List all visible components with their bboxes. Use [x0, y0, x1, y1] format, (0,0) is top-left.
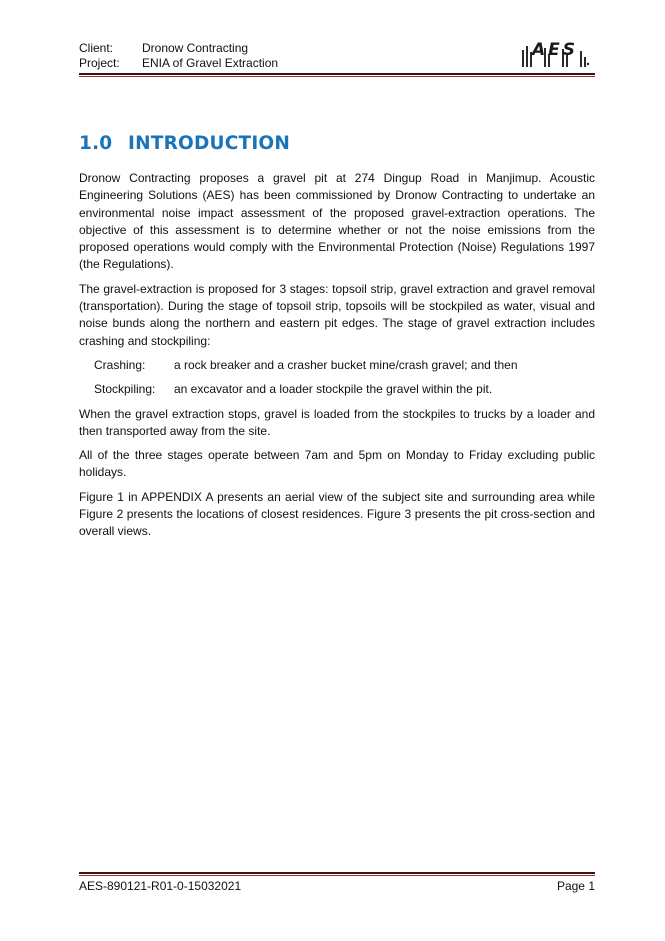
header-rule-red	[79, 76, 595, 77]
paragraph: The gravel-extraction is proposed for 3 stages: topsoil strip, gravel extraction and gravel removal (transportation). During the stage of topsoil strip, topsoils will be stockpiled as water, visual and noise bunds along the northern and eastern pit edges. The stage of gravel extraction includes crashing and stockpiling:	[79, 281, 595, 348]
section-heading	[79, 133, 290, 154]
client-row	[79, 41, 278, 56]
footer-rule-red	[79, 875, 595, 876]
section-number: 1.0	[79, 133, 113, 154]
client-label: Client:	[79, 41, 114, 55]
project-label: Project:	[79, 56, 120, 70]
list-item	[94, 357, 595, 374]
item-description: a rock breaker and a crasher bucket mine/crash gravel; and then	[174, 357, 518, 372]
item-term: Stockpiling:	[94, 382, 156, 397]
section-title: INTRODUCTION	[128, 133, 291, 154]
page-header	[79, 41, 278, 71]
paragraph: Figure 1 in APPENDIX A presents an aerial view of the subject site and surrounding area while Figure 2 presents the locations of closest residences. Figure 3 presents the pit cross-section and overall views.	[79, 489, 595, 539]
client-value: Dronow Contracting	[142, 41, 249, 55]
aes-logo	[520, 38, 592, 70]
body-text	[79, 170, 595, 548]
item-description: an excavator and a loader stockpile the gravel within the pit.	[174, 382, 493, 397]
project-value: ENIA of Gravel Extraction	[142, 56, 279, 70]
header-rule-dark	[79, 73, 595, 75]
page-number: Page 1	[556, 879, 595, 893]
document-number: AES-890121-R01-0-15032021	[79, 879, 242, 893]
paragraph: All of the three stages operate between 7am and 5pm on Monday to Friday excluding public holidays.	[79, 448, 595, 480]
list-item	[94, 381, 595, 398]
paragraph: When the gravel extraction stops, gravel is loaded from the stockpiles to trucks by a loader and then transported away from the site.	[79, 406, 595, 438]
footer-rule-dark	[79, 872, 595, 874]
item-term: Crashing:	[94, 357, 146, 372]
logo-lettering: AES	[532, 40, 579, 60]
project-row	[79, 56, 278, 71]
paragraph: Dronow Contracting proposes a gravel pit at 274 Dingup Road in Manjimup. Acoustic Engineering Solutions (AES) has been commissioned by Dronow Contracting to undertake an environmental noise impact assessment of the proposed gravel-extraction operations. The objective of this assessment is to determine whether or not the noise emissions from the proposed operations would comply with the Environmental Protection (Noise) Regulations 1997 (the Regulations).	[79, 171, 595, 272]
